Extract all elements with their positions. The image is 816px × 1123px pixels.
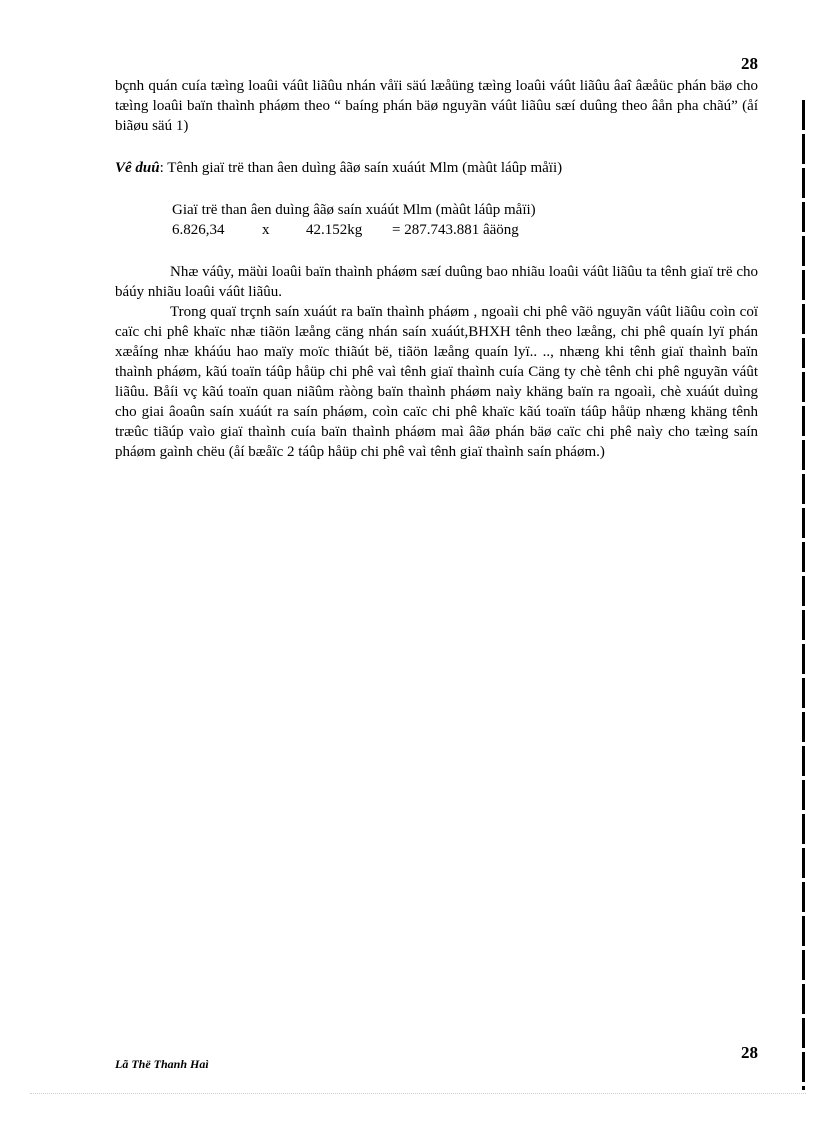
page-border-bar [802, 100, 805, 1090]
paragraph-2: Nhæ váûy, mäùi loaûi baïn thaình pháøm sæí duûng bao nhiãu loaûi váût liãûu ta tênh giaï trë cho báúy nhiãu loaûi váût liãûu. [115, 264, 758, 300]
page-number-bottom: 28 [741, 1043, 758, 1062]
calculation-title: Giaï trë than âen duìng âãø saín xuáút Mlm (màût láûp måïi) [172, 202, 536, 218]
spacer [115, 136, 758, 158]
example-line [115, 158, 758, 178]
calc-operator: x [262, 222, 270, 238]
page-number-top: 28 [741, 54, 758, 73]
spacer [115, 240, 758, 262]
calculation-row [172, 220, 758, 240]
document-body [115, 76, 758, 462]
footer-divider [30, 1093, 806, 1094]
spacer [115, 178, 758, 200]
paragraph-1: bçnh quán cuía tæìng loaûi váût liãûu nhán våïi säú læåüng tæìng loaûi váût liãûu âaî âæåüc phán bäø cho tæìng loaûi baïn thaình pháøm theo “ baíng phán bäø nguyãn váût liãûu sæí duûng theo âån pha chãú” (åí biãøu säú 1) [115, 78, 758, 134]
example-label: Vê duû [115, 160, 160, 176]
calc-quantity: 42.152kg [306, 222, 363, 238]
footer-author: Lã Thë Thanh Haì [115, 1057, 209, 1071]
calc-result: = 287.743.881 âäöng [392, 222, 519, 238]
calculation-block [172, 200, 758, 240]
paragraph-3: Trong quaï trçnh saín xuáút ra baïn thaình pháøm , ngoaìi chi phê vãö nguyãn váût liãûu coìn coï caïc chi phê khaïc nhæ tiãön læång cäng nhán saín xuáút,BHXH tênh theo læång, chi phê quaín lyï phán xæåíng nhæ kháúu hao maïy moïc thiãút bë, tiãön læång quaín lyï.. .., nhæng khi tênh giaï thaình baïn thaình pháøm, kãú toaïn táûp håüp chi phê vaì tênh giaï thaình cuía Cäng ty chè tênh chi phê nguyãn váût liãûu. Båíi vç kãú toaïn quan niãûm ràòng baïn thaình pháøm naìy khäng baïn ra ngoaìi, chè xuáút duìng cho giai âoaûn saín xuáút ra saín pháøm, coìn caïc chi phê khaïc kãú toaïn táûp håüp nhæng khäng tênh træûc tiãúp vaìo giaï thaình cuía baïn thaình pháøm maì âãø phán bäø caïc chi phê naìy cho tæìng saín pháøm gaình chëu (åí bæåïc 2 táûp håüp chi phê vaì tênh giaï thaình saín pháøm.) [115, 304, 758, 460]
calc-unit-price: 6.826,34 [172, 222, 225, 238]
example-text: : Tênh giaï trë than âen duìng âãø saín xuáút Mlm (màût láûp måïi) [159, 160, 563, 176]
